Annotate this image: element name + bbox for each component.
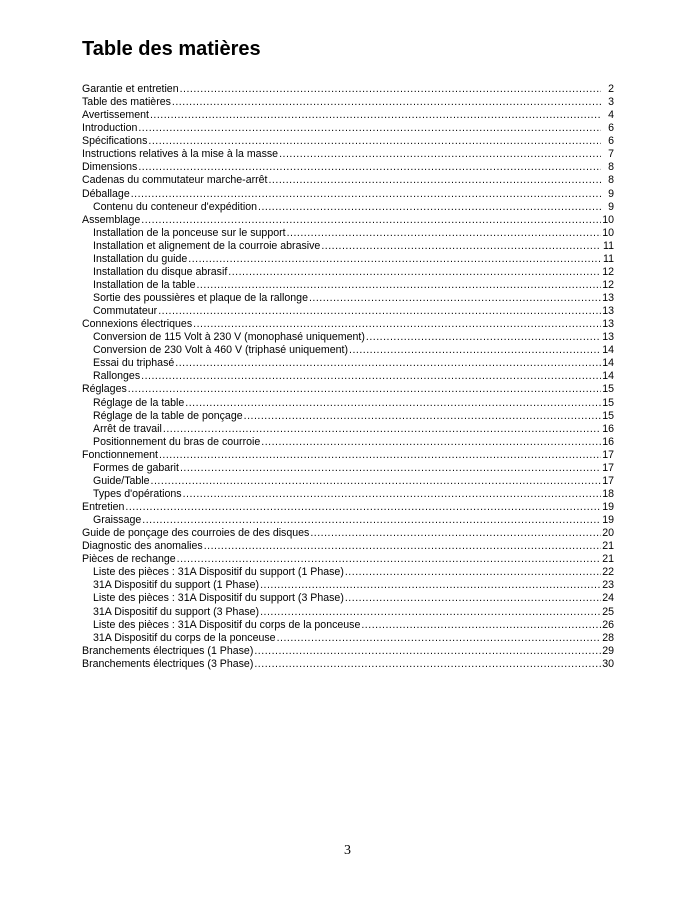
toc-dot-leader [345, 566, 601, 579]
toc-dot-leader [128, 383, 601, 396]
toc-entry[interactable] [82, 109, 614, 122]
toc-entry[interactable] [82, 83, 614, 96]
toc-entry[interactable] [82, 122, 614, 135]
toc-entry[interactable] [82, 370, 614, 383]
toc-entry-title: Rallonges [93, 370, 141, 383]
toc-entry-page: 16 [602, 422, 614, 435]
toc-entry-title: Installation du disque abrasif [93, 265, 228, 278]
toc-dot-leader [138, 161, 601, 174]
toc-entry-title: Instructions relatives à la mise à la masse [82, 148, 279, 161]
toc-entry[interactable] [82, 344, 614, 357]
toc-entry-title: 31A Dispositif du support (1 Phase) [93, 579, 260, 592]
toc-dot-leader [183, 488, 601, 501]
toc-entry-title: Types d'opérations [93, 487, 182, 500]
toc-dot-leader [158, 305, 601, 318]
toc-entry-page: 13 [602, 318, 614, 331]
toc-entry-title: Cadenas du commutateur marche-arrêt [82, 174, 268, 187]
toc-entry-title: Garantie et entretien [82, 83, 179, 95]
toc-dot-leader [287, 227, 601, 240]
toc-entry[interactable] [82, 279, 614, 292]
toc-entry-page: 6 [608, 135, 614, 148]
toc-dot-leader [142, 514, 601, 527]
toc-entry[interactable] [82, 397, 614, 410]
toc-dot-leader [180, 83, 601, 96]
toc-entry-title: Liste des pièces : 31A Dispositif du support (3 Phase) [93, 592, 344, 605]
toc-entry[interactable] [82, 462, 614, 475]
toc-entry-page: 20 [602, 527, 614, 540]
toc-dot-leader [254, 658, 601, 671]
toc-dot-leader [141, 370, 601, 383]
toc-entry[interactable] [82, 645, 614, 658]
toc-entry-page: 15 [602, 409, 614, 422]
toc-entry-title: Diagnostic des anomalies [82, 540, 203, 553]
toc-entry[interactable] [82, 632, 614, 645]
toc-entry-title: Avertissement [82, 109, 149, 122]
toc-dot-leader [261, 436, 601, 449]
toc-entry-page: 18 [602, 487, 614, 500]
toc-entry[interactable] [82, 606, 614, 619]
toc-entry[interactable] [82, 253, 614, 266]
toc-entry-title: Pièces de rechange [82, 553, 176, 566]
toc-entry-title: Conversion de 115 Volt à 230 V (monophasé uniquement) [93, 331, 365, 344]
toc-entry-page: 7 [608, 148, 614, 161]
toc-entry[interactable] [82, 240, 614, 253]
toc-dot-leader [260, 579, 601, 592]
toc-entry-page: 29 [602, 644, 614, 657]
toc-dot-leader [345, 592, 601, 605]
toc-entry[interactable] [82, 318, 614, 331]
toc-entry-page: 10 [602, 213, 614, 226]
toc-entry-page: 23 [602, 579, 614, 592]
toc-entry[interactable] [82, 357, 614, 370]
toc-entry-page: 2 [608, 83, 614, 95]
toc-dot-leader [138, 122, 601, 135]
toc-entry[interactable] [82, 527, 614, 540]
toc-entry[interactable] [82, 161, 614, 174]
toc-entry-page: 12 [602, 278, 614, 291]
toc-entry-page: 16 [602, 435, 614, 448]
toc-entry[interactable] [82, 436, 614, 449]
toc-entry-page: 9 [608, 187, 614, 200]
toc-entry-page: 17 [602, 461, 614, 474]
toc-entry-title: 31A Dispositif du support (3 Phase) [93, 605, 260, 618]
toc-entry-page: 11 [603, 239, 614, 252]
toc-entry-title: Positionnement du bras de courroie [93, 435, 261, 448]
toc-entry[interactable] [82, 331, 614, 344]
toc-entry-title: Commutateur [93, 305, 158, 318]
toc-entry-title: Essai du triphasé [93, 357, 175, 370]
toc-entry-page: 21 [602, 553, 614, 566]
toc-entry[interactable] [82, 449, 614, 462]
toc-entry-page: 4 [608, 109, 614, 122]
toc-entry[interactable] [82, 658, 614, 671]
toc-dot-leader [279, 148, 601, 161]
toc-entry[interactable] [82, 488, 614, 501]
toc-dot-leader [309, 292, 601, 305]
toc-dot-leader [141, 214, 601, 227]
toc-entry-page: 17 [602, 448, 614, 461]
toc-dot-leader [180, 462, 601, 475]
toc-entry-title: Branchements électriques (1 Phase) [82, 644, 254, 657]
toc-entry[interactable] [82, 305, 614, 318]
toc-entry-title: Spécifications [82, 135, 148, 148]
toc-entry-page: 12 [602, 265, 614, 278]
toc-entry-title: Réglage de la table [93, 396, 185, 409]
toc-entry-page: 25 [602, 605, 614, 618]
toc-entry[interactable] [82, 540, 614, 553]
toc-entry[interactable] [82, 410, 614, 423]
toc-dot-leader [349, 344, 601, 357]
toc-entry-page: 19 [602, 514, 614, 527]
toc-entry-title: Table des matières [82, 96, 171, 109]
toc-entry[interactable] [82, 174, 614, 187]
toc-entry-title: Contenu du conteneur d'expédition [93, 200, 257, 213]
toc-entry-title: Entretien [82, 501, 125, 513]
toc-dot-leader [228, 266, 601, 279]
toc-dot-leader [193, 318, 601, 331]
toc-entry[interactable] [82, 96, 614, 109]
toc-entry-page: 8 [608, 174, 614, 187]
toc-entry-page: 14 [602, 370, 614, 383]
toc-dot-leader [366, 331, 601, 344]
toc-entry-page: 30 [602, 657, 614, 670]
toc-entry-title: Conversion de 230 Volt à 460 V (triphasé uniquement) [93, 344, 348, 357]
toc-entry-page: 17 [602, 474, 614, 487]
toc-dot-leader [204, 540, 601, 553]
toc-dot-leader [159, 449, 601, 462]
toc-entry-page: 13 [602, 305, 614, 318]
toc-entry[interactable] [82, 579, 614, 592]
toc-entry-title: Dimensions [82, 161, 138, 174]
toc-dot-leader [310, 527, 601, 540]
toc-dot-leader [150, 109, 601, 122]
toc-dot-leader [244, 410, 601, 423]
toc-entry-title: Guide/Table [93, 474, 150, 487]
toc-dot-leader [254, 645, 601, 658]
toc-dot-leader [321, 240, 601, 253]
toc-entry-title: Formes de gabarit [93, 461, 179, 474]
toc-dot-leader [196, 279, 601, 292]
toc-entry-page: 3 [608, 96, 614, 109]
table-of-contents [82, 83, 614, 671]
toc-entry[interactable] [82, 514, 614, 527]
toc-entry-page: 15 [602, 383, 614, 396]
page-title: Table des matières [82, 38, 261, 60]
page-number: 3 [344, 843, 351, 858]
toc-entry-page: 19 [602, 501, 614, 513]
toc-entry-title: Branchements électriques (3 Phase) [82, 657, 254, 670]
toc-dot-leader [163, 423, 601, 436]
toc-dot-leader [188, 253, 601, 266]
toc-entry-title: Installation de la table [93, 278, 196, 291]
toc-entry-title: Arrêt de travail [93, 422, 162, 435]
toc-entry-page: 11 [603, 252, 614, 265]
toc-entry[interactable] [82, 592, 614, 605]
toc-entry-page: 13 [602, 292, 614, 304]
toc-entry-title: Assemblage [82, 213, 141, 226]
toc-entry-page: 26 [602, 618, 614, 631]
toc-entry[interactable] [82, 566, 614, 579]
toc-dot-leader [185, 397, 601, 410]
toc-dot-leader [361, 619, 601, 632]
toc-entry-page: 8 [608, 161, 614, 174]
toc-dot-leader [268, 174, 601, 187]
toc-entry-title: Liste des pièces : 31A Dispositif du corps de la ponceuse [93, 618, 361, 631]
toc-entry-page: 14 [602, 344, 614, 357]
toc-entry-page: 28 [602, 631, 614, 644]
toc-entry[interactable] [82, 148, 614, 161]
toc-entry[interactable] [82, 475, 614, 488]
toc-entry-title: Introduction [82, 122, 138, 135]
toc-entry-title: Réglages [82, 383, 127, 396]
toc-dot-leader [131, 188, 601, 201]
toc-entry-page: 22 [602, 566, 614, 579]
toc-entry[interactable] [82, 266, 614, 279]
toc-entry-title: Connexions électriques [82, 318, 193, 331]
toc-dot-leader [175, 357, 601, 370]
toc-entry-title: Sortie des poussières et plaque de la rallonge [93, 292, 308, 304]
toc-dot-leader [177, 553, 601, 566]
toc-entry-page: 14 [602, 357, 614, 370]
toc-entry-page: 21 [602, 540, 614, 553]
toc-dot-leader [151, 475, 601, 488]
toc-entry-title: Liste des pièces : 31A Dispositif du support (1 Phase) [93, 566, 344, 579]
toc-entry-title: Réglage de la table de ponçage [93, 409, 243, 422]
toc-dot-leader [258, 201, 601, 214]
toc-entry[interactable] [82, 135, 614, 148]
toc-entry-title: 31A Dispositif du corps de la ponceuse [93, 631, 276, 644]
toc-entry-page: 24 [602, 592, 614, 605]
toc-entry-page: 9 [608, 200, 614, 213]
toc-entry-title: Guide de ponçage des courroies de des disques [82, 527, 310, 540]
toc-entry[interactable] [82, 227, 614, 240]
toc-entry-page: 10 [602, 226, 614, 239]
toc-entry-title: Installation et alignement de la courroie abrasive [93, 239, 321, 252]
toc-entry-title: Fonctionnement [82, 448, 158, 461]
toc-dot-leader [148, 135, 601, 148]
toc-entry[interactable] [82, 501, 614, 514]
toc-dot-leader [125, 501, 601, 514]
toc-entry[interactable] [82, 619, 614, 632]
toc-entry[interactable] [82, 188, 614, 201]
toc-entry-title: Installation de la ponceuse sur le support [93, 226, 286, 239]
toc-entry-title: Graissage [93, 514, 142, 527]
toc-entry-title: Déballage [82, 187, 130, 200]
toc-dot-leader [277, 632, 601, 645]
toc-dot-leader [172, 96, 601, 109]
toc-dot-leader [260, 606, 601, 619]
toc-entry[interactable] [82, 553, 614, 566]
toc-entry[interactable] [82, 383, 614, 396]
toc-entry[interactable] [82, 214, 614, 227]
toc-entry-title: Installation du guide [93, 252, 188, 265]
toc-entry[interactable] [82, 423, 614, 436]
toc-entry[interactable] [82, 201, 614, 214]
toc-entry-page: 15 [602, 396, 614, 409]
toc-entry-page: 13 [602, 331, 614, 344]
toc-entry[interactable] [82, 292, 614, 305]
toc-entry-page: 6 [608, 122, 614, 135]
